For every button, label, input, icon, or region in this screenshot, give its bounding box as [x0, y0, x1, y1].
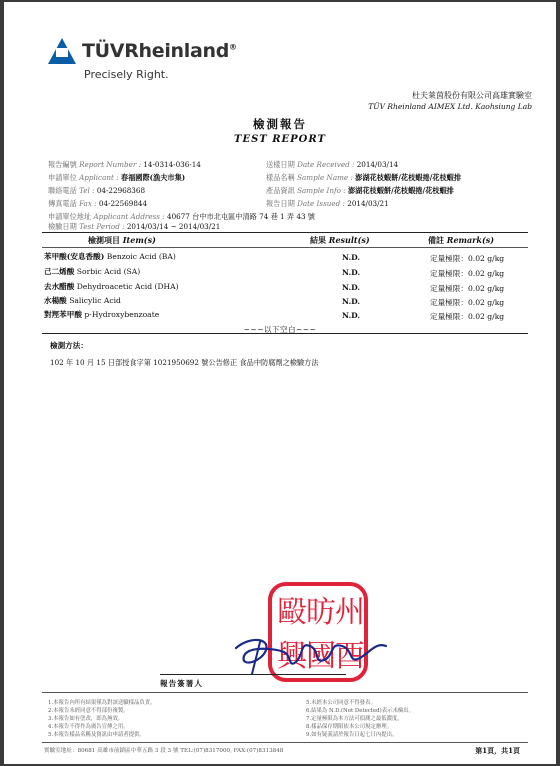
- footnote-right: 9.如有疑義請於報告日起七日內提出。: [306, 732, 398, 738]
- lab-name-zh: 杜夫萊茵股份有限公司高雄實驗室: [412, 91, 532, 100]
- table-row-result: N.D.: [342, 253, 361, 262]
- meta-issued: 報告日期 Date Issued : 2014/03/21: [266, 199, 389, 208]
- table-row-result: N.D.: [342, 268, 361, 277]
- report-page: [4, 2, 556, 764]
- signer-label: 報告簽署人: [160, 679, 203, 688]
- svg-text:酉: 酉: [335, 639, 365, 674]
- meta-period: 檢驗日期 Test Period : 2014/03/14 ~ 2014/03/21: [48, 222, 221, 231]
- title-zh: 檢測報告: [253, 117, 307, 131]
- meta-address: 申請單位地址 Applicant Address : 40677 台中市北屯區中清路 74 巷 1 弄 43 號: [48, 212, 315, 221]
- svg-text:州: 州: [335, 595, 365, 630]
- table-row-remark: 定量極限：0.02 g/kg: [430, 269, 505, 278]
- meta-received: 送樣日期 Date Received : 2014/03/14: [266, 160, 399, 169]
- footnote-left: 2.本報告未經同意不得部份複製。: [48, 708, 129, 714]
- header-remark: 備註 Remark(s): [428, 235, 495, 245]
- footer-address: 實驗室地址：80681 高雄市前鎮區中華五路 3 段 3 號 TEL:(07)8317000, FAX:(07)8313848: [44, 748, 284, 754]
- table-header-rule: [42, 247, 528, 248]
- footnote-right: 6.結果為 N.D.(Not Detected)表示未檢出。: [306, 708, 415, 714]
- method-text: 102 年 10 月 15 日部授食字第 1021950692 號公告修正 食品中防腐劑之檢驗方法: [50, 358, 319, 367]
- footnote-right: 5.未經本公司同意不得發表。: [306, 700, 376, 706]
- meta-applicant: 申請單位 Applicant : 春福國際(漁夫市集): [48, 173, 186, 182]
- footnote-left: 3.本報告如有塗改，即為無效。: [48, 716, 124, 722]
- table-row-item: 去水醋酸 Dehydroacetic Acid (DHA): [44, 282, 179, 291]
- blank-below-marker: ~~~以下空白~~~: [243, 325, 317, 334]
- svg-text:興: 興: [277, 639, 307, 674]
- footnote-left: 1.本報告內所有結果僅為對該送驗樣品負責。: [48, 700, 156, 706]
- page-number: 第1頁，共1頁: [475, 746, 520, 755]
- table-row-item: 對羥苯甲酸 p-Hydroxybenzoate: [44, 310, 160, 319]
- table-row-item: 苯甲酸(安息香酸) Benzoic Acid (BA): [44, 252, 176, 261]
- meta-sample-info: 產品資訊 Sample Info : 澎湖花枝蝦餅/花枝蝦捲/花枝蝦排: [266, 186, 454, 195]
- footer-rule: [42, 742, 528, 743]
- header-result: 結果 Result(s): [310, 235, 370, 245]
- footnote-top-rule: [42, 692, 528, 693]
- table-row-remark: 定量極限：0.02 g/kg: [430, 254, 505, 263]
- brand-mark: ®: [229, 42, 237, 52]
- signature-line: [160, 674, 346, 675]
- meta-sample-name: 樣品名稱 Sample Name : 澎湖花枝蝦餅/花枝蝦捲/花枝蝦排: [266, 173, 462, 182]
- table-row-result: N.D.: [342, 283, 361, 292]
- meta-report-no: 報告編號 Report Number : 14-0314-036-14: [48, 160, 201, 169]
- table-row-remark: 定量極限：0.02 g/kg: [430, 284, 505, 293]
- table-row-item: 水楊酸 Salicylic Acid: [44, 296, 121, 305]
- table-row-result: N.D.: [342, 311, 361, 320]
- svg-text:毆: 毆: [277, 595, 307, 630]
- table-bottom-rule: [42, 333, 528, 334]
- table-top-rule: [42, 232, 528, 233]
- method-label: 檢測方法：: [50, 341, 88, 350]
- brand-tagline: Precisely Right.: [84, 68, 169, 81]
- footnote-left: 4.本報告不得作為廣告宣傳之用。: [48, 724, 129, 730]
- header-item: 檢測項目 Item(s): [88, 235, 156, 245]
- brand-name: TÜVRheinland: [82, 40, 230, 62]
- table-row-remark: 定量極限：0.02 g/kg: [430, 298, 505, 307]
- tuv-triangle-icon: [48, 38, 76, 64]
- meta-fax: 傳真電話 Fax : 04-22569844: [48, 199, 148, 208]
- handwritten-signature: [230, 628, 390, 678]
- svg-text:國: 國: [306, 639, 336, 674]
- table-row-remark: 定量極限：0.02 g/kg: [430, 312, 505, 321]
- footnote-right: 8.樣品保存期限依本公司規定辦理。: [306, 724, 393, 730]
- meta-tel: 聯絡電話 Tel : 04-22968368: [48, 186, 146, 195]
- table-row-result: N.D.: [342, 297, 361, 306]
- table-row-item: 己二烯酸 Sorbic Acid (SA): [44, 267, 141, 276]
- lab-name-en: TÜV Rheinland AIMEX Ltd. Kaohsiung Lab: [368, 102, 532, 111]
- footnote-left: 5.本報告樣品名稱及資訊由申請者提供。: [48, 732, 145, 738]
- svg-text:昉: 昉: [306, 595, 336, 630]
- title-en: TEST REPORT: [234, 134, 326, 145]
- footnote-right: 7.定量極限為本方法可偵測之最低濃度。: [306, 716, 403, 722]
